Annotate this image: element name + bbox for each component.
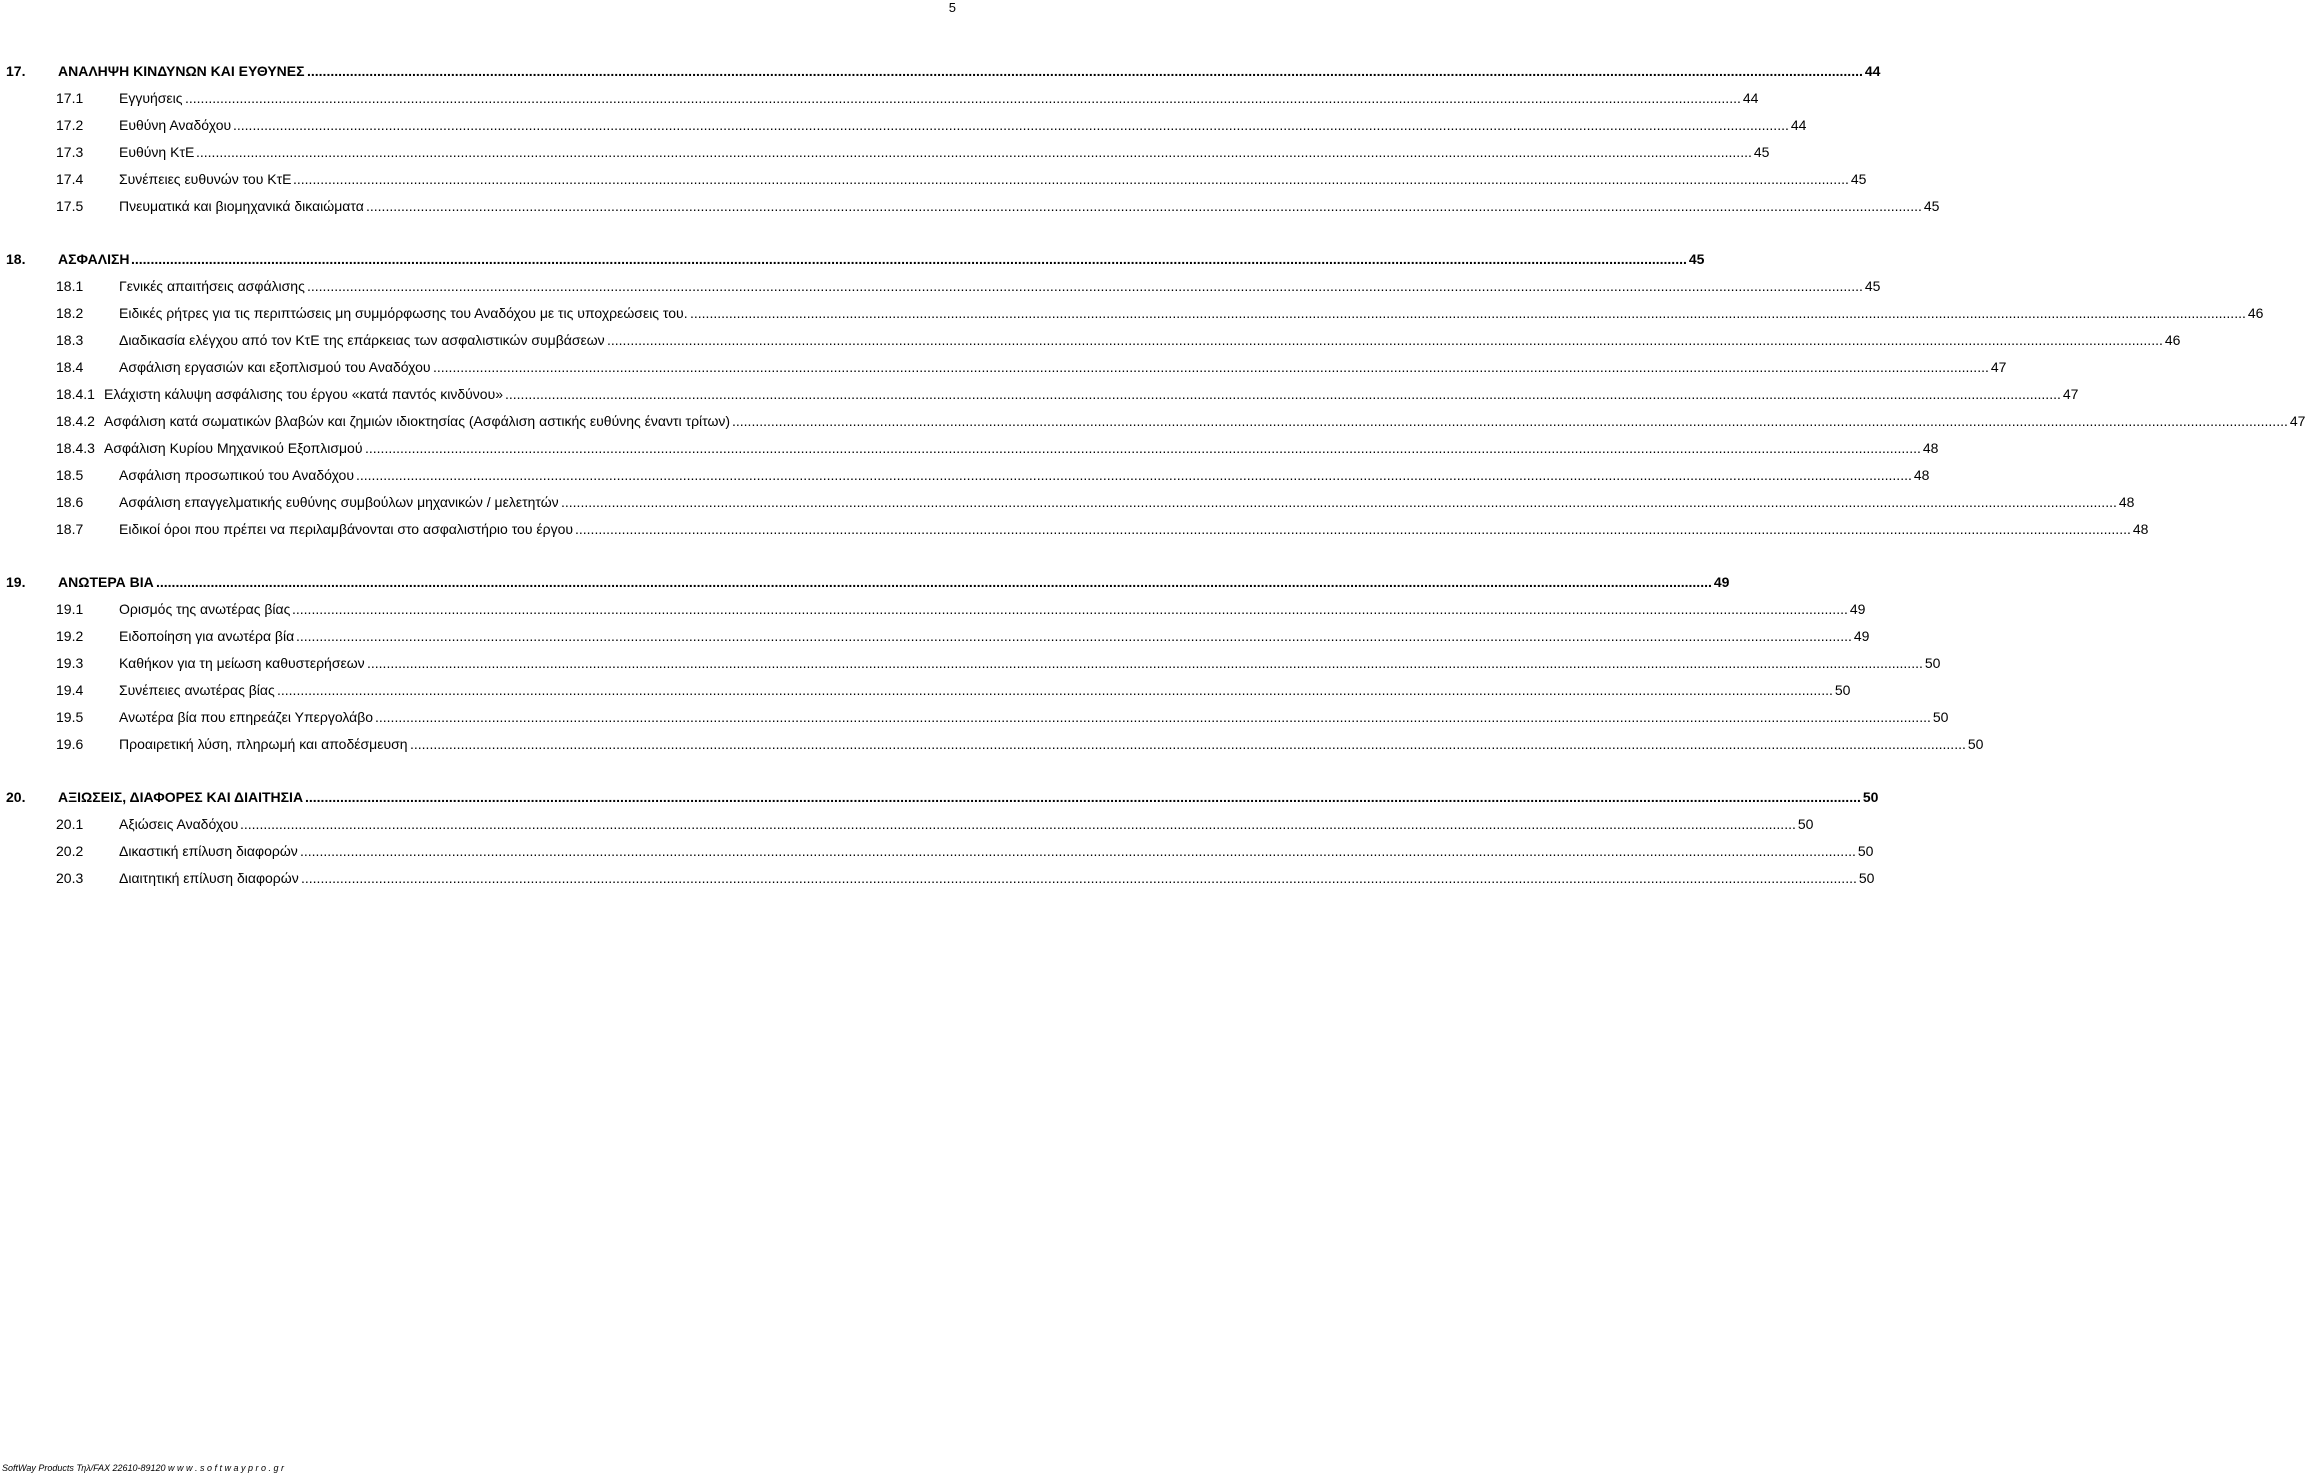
toc-entry[interactable] [0,435,1939,462]
toc-entry-title: Ασφάλιση προσωπικού του Αναδόχου [119,467,354,483]
toc-entry-title: Ευθύνη ΚτΕ [119,144,195,160]
toc-entry[interactable] [0,193,1940,220]
toc-entry-number: 19.4 [56,682,84,698]
toc-entry[interactable] [0,381,2079,408]
footer: SoftWay Products Τηλ/FAX 22610-89120 w w w . s o f t w a y p r o . g r [2,1463,285,1473]
toc-chapter-entry[interactable] [0,58,1881,85]
toc-entry-title: Ειδικοί όροι που πρέπει να περιλαμβάνονται στο ασφαλιστήριο του έργου [119,521,574,537]
toc-entry-page: 44 [1742,90,1759,106]
toc-entry-page: 48 [2132,521,2149,537]
toc-entry-title: ΑΣΦΑΛΙΣΗ [58,251,130,267]
toc-leader-dots: ................................................................................................................................................................................................................................................................................................................................................................................................................ [365,440,1921,456]
toc-entry-number: 18.6 [56,494,84,510]
page-number: 5 [948,0,956,15]
toc-leader-dots: ................................................................................................................................................................................................................................................................................................................................................................................................................ [156,574,1712,590]
toc-entry-number: 19.5 [56,709,84,725]
toc-entry-number: 18.4.1 [56,386,95,402]
toc-entry-title: Συνέπειες ανωτέρας βίας [119,682,275,698]
toc-entry[interactable] [0,462,1930,489]
table-of-contents [0,58,2305,918]
toc-entry-page: 50 [1834,682,1851,698]
toc-chapter-entry[interactable] [0,569,1730,596]
toc-chapter-entry[interactable] [0,784,1879,811]
toc-leader-dots: ................................................................................................................................................................................................................................................................................................................................................................................................................ [561,494,2117,510]
toc-entry-number: 17.2 [56,117,84,133]
toc-entry-page: 46 [2247,305,2264,321]
toc-chapter-entry[interactable] [0,246,1705,273]
toc-leader-dots: ................................................................................................................................................................................................................................................................................................................................................................................................................ [196,144,1752,160]
toc-entry-title: ΑΝΑΛΗΨΗ ΚΙΝΔΥΝΩΝ ΚΑΙ ΕΥΘΥΝΕΣ [58,63,305,79]
toc-entry[interactable] [0,166,1867,193]
toc-entry-page: 50 [1858,870,1875,886]
toc-entry-page: 49 [1713,574,1730,590]
toc-entry[interactable] [0,623,1870,650]
toc-leader-dots: ................................................................................................................................................................................................................................................................................................................................................................................................................ [293,171,1849,187]
toc-entry-title: Ειδοποίηση για ανωτέρα βία [119,628,295,644]
toc-leader-dots: ................................................................................................................................................................................................................................................................................................................................................................................................................ [366,198,1922,214]
toc-entry-page: 47 [1990,359,2007,375]
toc-entry[interactable] [0,865,1875,892]
toc-section [0,246,2305,543]
toc-entry-page: 50 [1924,655,1941,671]
toc-entry-title: Συνέπειες ευθυνών του ΚτΕ [119,171,292,187]
toc-entry-page: 50 [1932,709,1949,725]
toc-entry-page: 50 [1797,816,1814,832]
toc-entry[interactable] [0,327,2181,354]
toc-leader-dots: ................................................................................................................................................................................................................................................................................................................................................................................................................ [410,736,1966,752]
toc-entry-title: Διαιτητική επίλυση διαφορών [119,870,299,886]
toc-leader-dots: ................................................................................................................................................................................................................................................................................................................................................................................................................ [240,816,1796,832]
toc-entry-title: Αξιώσεις Αναδόχου [119,816,239,832]
toc-entry-page: 49 [1853,628,1870,644]
toc-leader-dots: ................................................................................................................................................................................................................................................................................................................................................................................................................ [356,467,1912,483]
toc-entry-page: 45 [1688,251,1705,267]
toc-entry-number: 18.4.2 [56,413,95,429]
toc-entry-number: 17. [6,63,26,79]
toc-entry[interactable] [0,112,1807,139]
toc-entry-number: 18.3 [56,332,84,348]
toc-entry[interactable] [0,273,1881,300]
toc-entry-page: 50 [1857,843,1874,859]
toc-entry-title: Ορισμός της ανωτέρας βίας [119,601,291,617]
toc-entry-page: 48 [1913,467,1930,483]
toc-entry[interactable] [0,811,1814,838]
toc-entry-number: 18. [6,251,26,267]
toc-entry[interactable] [0,300,2264,327]
toc-entry[interactable] [0,704,1949,731]
toc-leader-dots: ................................................................................................................................................................................................................................................................................................................................................................................................................ [301,870,1857,886]
toc-leader-dots: ................................................................................................................................................................................................................................................................................................................................................................................................................ [292,601,1848,617]
toc-entry-title: Ασφάλιση επαγγελματικής ευθύνης συμβούλων μηχανικών / μελετητών [119,494,559,510]
toc-leader-dots: ................................................................................................................................................................................................................................................................................................................................................................................................................ [307,63,1863,79]
toc-entry-number: 17.1 [56,90,84,106]
toc-entry-number: 20. [6,789,26,805]
toc-leader-dots: ................................................................................................................................................................................................................................................................................................................................................................................................................ [505,386,2061,402]
toc-leader-dots: ................................................................................................................................................................................................................................................................................................................................................................................................................ [277,682,1833,698]
toc-entry-page: 49 [1849,601,1866,617]
toc-leader-dots: ................................................................................................................................................................................................................................................................................................................................................................................................................ [732,413,2288,429]
toc-entry[interactable] [0,731,1984,758]
toc-leader-dots: ................................................................................................................................................................................................................................................................................................................................................................................................................ [307,278,1863,294]
toc-leader-dots: ................................................................................................................................................................................................................................................................................................................................................................................................................ [233,117,1789,133]
toc-entry[interactable] [0,85,1759,112]
toc-entry-number: 20.3 [56,870,84,886]
toc-leader-dots: ................................................................................................................................................................................................................................................................................................................................................................................................................ [131,251,1687,267]
toc-entry-page: 45 [1864,278,1881,294]
toc-entry-number: 19.2 [56,628,84,644]
toc-entry-title: Ευθύνη Αναδόχου [119,117,232,133]
toc-leader-dots: ................................................................................................................................................................................................................................................................................................................................................................................................................ [433,359,1989,375]
toc-entry-page: 50 [1967,736,1984,752]
toc-leader-dots: ................................................................................................................................................................................................................................................................................................................................................................................................................ [575,521,2131,537]
toc-entry-page: 48 [1922,440,1939,456]
toc-leader-dots: ................................................................................................................................................................................................................................................................................................................................................................................................................ [375,709,1931,725]
toc-entry[interactable] [0,139,1770,166]
toc-entry[interactable] [0,838,1874,865]
toc-entry-page: 45 [1923,198,1940,214]
toc-entry-page: 44 [1864,63,1881,79]
toc-entry-page: 47 [2289,413,2305,429]
toc-leader-dots: ................................................................................................................................................................................................................................................................................................................................................................................................................ [185,90,1741,106]
toc-entry-number: 20.1 [56,816,84,832]
toc-entry-title: Δικαστική επίλυση διαφορών [119,843,298,859]
toc-entry-number: 19.6 [56,736,84,752]
toc-entry-page: 45 [1850,171,1867,187]
toc-entry-number: 17.4 [56,171,84,187]
toc-entry-title: Προαιρετική λύση, πληρωμή και αποδέσμευση [119,736,408,752]
toc-entry-title: ΑΞΙΩΣΕΙΣ, ΔΙΑΦΟΡΕΣ ΚΑΙ ΔΙΑΙΤΗΣΙΑ [58,789,304,805]
toc-entry-title: Ασφάλιση κατά σωματικών βλαβών και ζημιών ιδιοκτησίας (Ασφάλιση αστικής ευθύνης έναντι τρίτων) [104,413,731,429]
toc-entry-page: 45 [1753,144,1770,160]
toc-entry-page: 50 [1862,789,1879,805]
toc-entry-title: Γενικές απαιτήσεις ασφάλισης [119,278,305,294]
toc-leader-dots: ................................................................................................................................................................................................................................................................................................................................................................................................................ [300,843,1856,859]
toc-entry[interactable] [0,489,2135,516]
toc-entry-number: 18.2 [56,305,84,321]
toc-entry[interactable] [0,596,1866,623]
toc-entry-number: 19.3 [56,655,84,671]
toc-leader-dots: ................................................................................................................................................................................................................................................................................................................................................................................................................ [305,789,1861,805]
toc-entry-number: 18.7 [56,521,84,537]
toc-entry-number: 19. [6,574,26,590]
toc-entry-number: 20.2 [56,843,84,859]
toc-entry-title: Ειδικές ρήτρες για τις περιπτώσεις μη συμμόρφωσης του Αναδόχου με τις υποχρεώσεις του. [119,305,688,321]
toc-entry-title: Διαδικασία ελέγχου από τον ΚτΕ της επάρκειας των ασφαλιστικών συμβάσεων [119,332,605,348]
toc-entry-title: Καθήκον για τη μείωση καθυστερήσεων [119,655,365,671]
toc-entry-page: 44 [1790,117,1807,133]
toc-entry[interactable] [0,677,1851,704]
toc-entry-number: 18.5 [56,467,84,483]
toc-leader-dots: ................................................................................................................................................................................................................................................................................................................................................................................................................ [607,332,2163,348]
toc-entry[interactable] [0,354,2007,381]
toc-leader-dots: ................................................................................................................................................................................................................................................................................................................................................................................................................ [296,628,1852,644]
toc-entry-title: Ασφάλιση εργασιών και εξοπλισμού του Αναδόχου [119,359,431,375]
toc-section [0,58,1940,220]
toc-entry-title: ΑΝΩΤΕΡΑ ΒΙΑ [58,574,154,590]
toc-entry[interactable] [0,408,2305,435]
toc-entry[interactable] [0,650,1941,677]
toc-entry-number: 17.5 [56,198,84,214]
toc-entry-number: 18.1 [56,278,84,294]
toc-entry-title: Ελάχιστη κάλυψη ασφάλισης του έργου «κατά παντός κινδύνου» [104,386,504,402]
toc-entry-title: Πνευματικά και βιομηχανικά δικαιώματα [119,198,364,214]
toc-entry-page: 46 [2164,332,2181,348]
toc-section [0,569,1984,758]
toc-entry-number: 18.4 [56,359,84,375]
toc-entry[interactable] [0,516,2149,543]
toc-entry-page: 48 [2118,494,2135,510]
toc-entry-title: Εγγυήσεις [119,90,183,106]
toc-leader-dots: ................................................................................................................................................................................................................................................................................................................................................................................................................ [367,655,1923,671]
toc-entry-number: 17.3 [56,144,84,160]
toc-entry-title: Ασφάλιση Κυρίου Μηχανικού Εξοπλισμού [104,440,363,456]
toc-entry-number: 18.4.3 [56,440,95,456]
toc-entry-page: 47 [2062,386,2079,402]
toc-entry-title: Ανωτέρα βία που επηρεάζει Υπεργολάβο [119,709,374,725]
toc-section [0,784,1879,892]
toc-entry-number: 19.1 [56,601,84,617]
toc-leader-dots: ................................................................................................................................................................................................................................................................................................................................................................................................................ [690,305,2246,321]
